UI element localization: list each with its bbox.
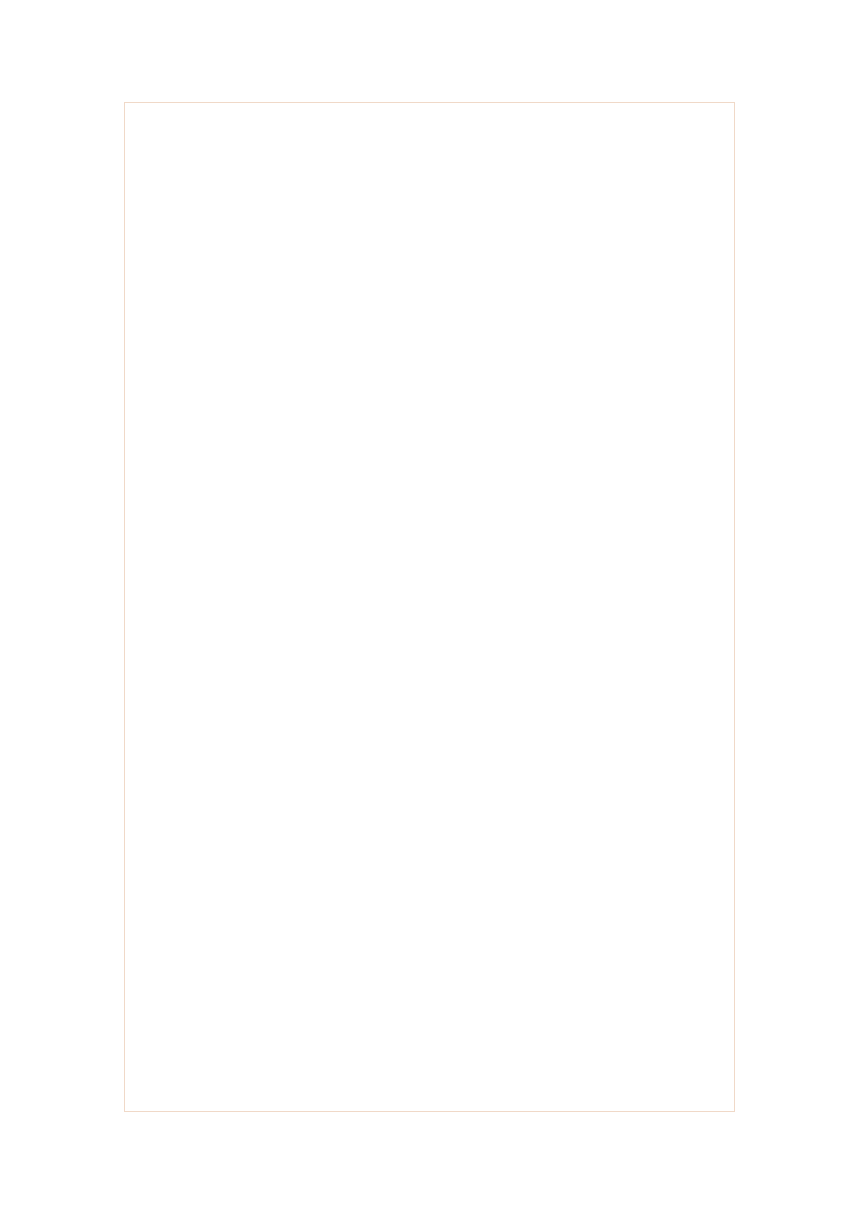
page-border <box>124 102 735 1112</box>
footer <box>0 1070 860 1088</box>
